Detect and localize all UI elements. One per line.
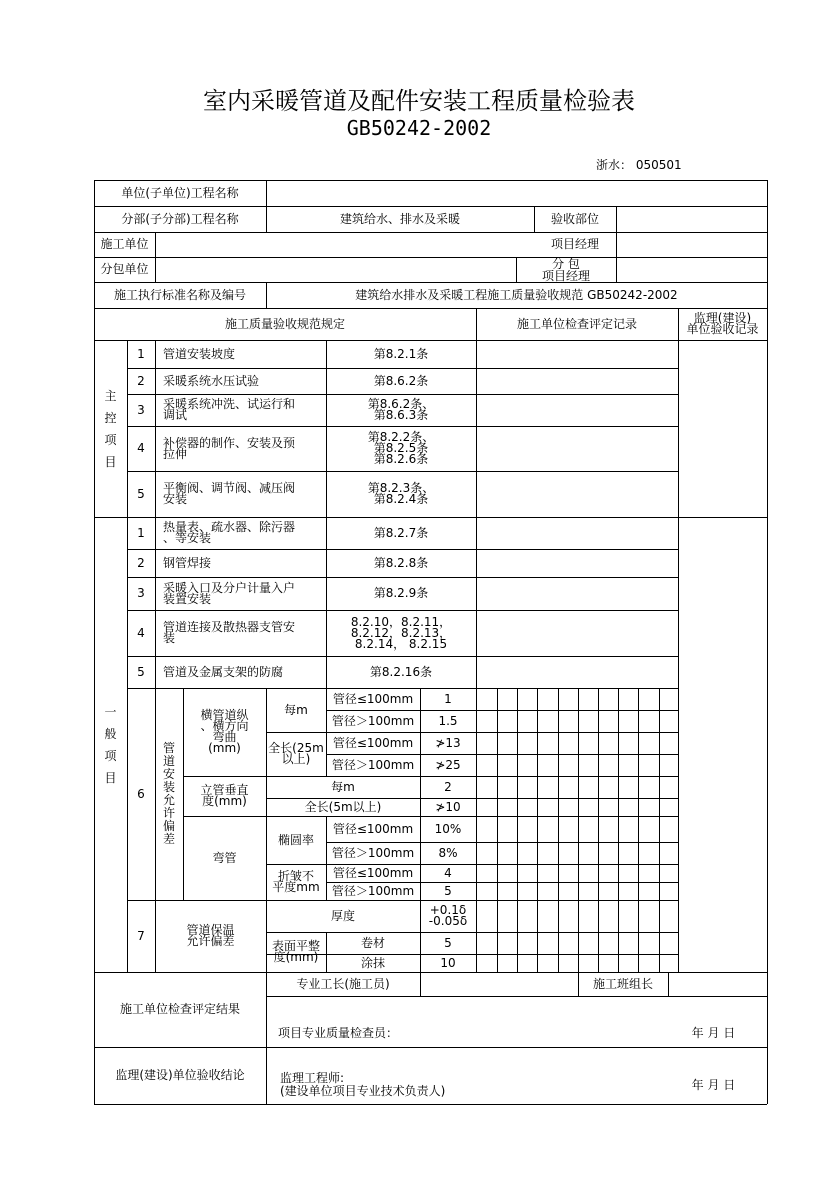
vertical-pipe-label: 立管垂直 度(mm) <box>200 783 249 808</box>
foreman-field[interactable] <box>420 972 578 996</box>
page-title: 室内采暖管道及配件安装工程质量检验表 <box>203 87 635 115</box>
result-date: 年 月 日 <box>691 1026 736 1040</box>
general-item-number: 2 <box>137 555 145 570</box>
item7-number: 7 <box>137 928 145 943</box>
grid-line <box>659 688 660 972</box>
grid-line <box>678 340 679 972</box>
bend-label: 弯管 <box>212 850 237 865</box>
team-leader-label: 施工班组长 <box>592 976 653 991</box>
main-item-record[interactable] <box>476 471 678 517</box>
subunit-name-label: 分部(子分部)工程名称 <box>121 211 239 226</box>
grid-line <box>558 688 559 972</box>
main-item-ref: 第8.2.1条 <box>373 346 429 361</box>
tolerance-value: 4 <box>444 865 452 880</box>
surface-label: 表面平整 度(mm) <box>271 939 320 964</box>
per-m-label: 每m <box>284 702 308 717</box>
tolerance-value: ≯13 <box>435 735 461 750</box>
main-item-ref: 第8.6.2条 <box>373 373 429 388</box>
diameter-label: 管径＞100mm <box>331 757 415 772</box>
col-record-header: 施工单位检查评定记录 <box>516 316 637 331</box>
unit-name-field[interactable] <box>266 180 767 206</box>
unit-name-label: 单位(子单位)工程名称 <box>121 185 239 200</box>
general-items-group: 一 般 项 目 <box>104 704 117 785</box>
main-item-record[interactable] <box>476 368 678 394</box>
full-length-25-label: 全长(25m 以上) <box>268 741 324 766</box>
main-item-name: 平衡阀、调节阀、减压阀 安装 <box>163 481 296 506</box>
general-item-name: 热量表、疏水器、除污器 、等安装 <box>163 520 296 545</box>
diameter-label: 管径＞100mm <box>331 883 415 898</box>
engineer-label: 监理工程师: (建设单位项目专业技术负责人) <box>280 1071 446 1098</box>
roll-label: 卷材 <box>360 935 385 950</box>
col-spec-header: 施工质量验收规范规定 <box>224 316 345 331</box>
tolerance-value: 1.5 <box>438 713 458 728</box>
general-item-name: 管道连接及散热器支管安 装 <box>163 620 296 645</box>
full-length-5-label: 全长(5m以上) <box>304 799 382 814</box>
main-item-name: 采暖系统冲洗、试运行和 调试 <box>163 397 296 422</box>
grid-line <box>578 688 579 972</box>
general-item-number: 3 <box>137 586 145 600</box>
horizontal-pipe-label: 横管道纵 、横方向 弯曲 (mm) <box>200 708 249 755</box>
standard-code: GB50242-2002 <box>346 116 492 140</box>
diameter-label: 管径≤100mm <box>332 821 414 836</box>
general-item-ref: 第8.2.7条 <box>373 525 429 540</box>
main-item-ref: 第8.2.2条、 第8.2.5条 第8.2.6条 <box>367 430 435 466</box>
pm-label: 项目经理 <box>550 237 599 251</box>
diameter-label: 管径＞100mm <box>331 845 415 860</box>
contractor-field[interactable] <box>155 232 534 257</box>
general-item-name: 采暖入口及分户计量入户 装置安装 <box>163 580 296 606</box>
pm-field[interactable] <box>616 232 767 257</box>
tolerance-value: 10% <box>434 821 462 836</box>
inspector-label: 项目专业质量检查员： <box>278 1026 399 1040</box>
general-item-number: 4 <box>137 625 145 640</box>
grid-line <box>598 688 599 972</box>
subcontractor-label: 分包单位 <box>100 262 149 276</box>
tolerance-value: 5 <box>444 883 452 898</box>
grid-line <box>618 688 619 972</box>
ellipticity-label: 椭圆率 <box>277 832 314 847</box>
foreman-label: 专业工长(施工员) <box>296 976 390 991</box>
general-item-record[interactable] <box>476 610 678 656</box>
tolerance-value: 2 <box>444 779 452 794</box>
main-item-number: 3 <box>137 402 145 417</box>
general-item-number: 5 <box>137 664 145 679</box>
general-item-ref: 8.2.10，8.2.11， 8.2.12，8.2.13， 8.2.14， 8.2.15 <box>350 614 452 651</box>
accept-part-label: 验收部位 <box>550 211 599 226</box>
main-item-record[interactable] <box>476 340 678 368</box>
general-item-name: 钢管焊接 <box>163 555 212 570</box>
supervisor-conclusion-label: 监理(建设)单位验收结论 <box>115 1068 245 1082</box>
paint-value: 10 <box>440 955 456 970</box>
subunit-name-value: 建筑给水、排水及采暖 <box>339 211 460 226</box>
per-m-label-2: 每m <box>331 779 355 794</box>
main-item-number: 1 <box>137 346 145 361</box>
diameter-label: 管径≤100mm <box>332 735 414 750</box>
main-item-number: 4 <box>137 441 145 455</box>
general-item-record[interactable] <box>476 577 678 610</box>
general-item-ref: 第8.2.8条 <box>373 555 429 570</box>
item6-number: 6 <box>137 786 145 801</box>
sub-pm-field[interactable] <box>616 257 767 282</box>
main-item-number: 2 <box>137 373 145 388</box>
general-item-ref: 第8.2.9条 <box>373 586 429 600</box>
tolerance-value: 8% <box>438 845 458 860</box>
main-control-group: 主 控 项 目 <box>104 388 117 469</box>
item6-label: 管 道 安 装 允 许 偏 差 <box>162 741 175 846</box>
thickness-label: 厚度 <box>330 908 355 923</box>
inspection-result-label: 施工单位检查评定结果 <box>119 1002 240 1016</box>
grid-line <box>517 688 518 972</box>
subcontractor-field[interactable] <box>155 257 516 282</box>
general-item-record[interactable] <box>476 549 678 577</box>
roll-value: 5 <box>444 935 452 950</box>
general-item-record[interactable] <box>476 517 678 549</box>
main-item-record[interactable] <box>476 394 678 426</box>
tolerance-value: 1 <box>444 691 452 706</box>
grid-line <box>638 688 639 972</box>
fold-label: 折皱不 平度mm <box>272 869 320 894</box>
team-leader-field[interactable] <box>668 972 767 996</box>
main-item-name: 管道安装坡度 <box>163 346 236 361</box>
general-item-number: 1 <box>137 525 145 540</box>
grid-line <box>497 688 498 972</box>
insulation-label: 管道保温 允许偏差 <box>186 923 235 948</box>
grid-line <box>94 1104 767 1105</box>
sub-pm-label: 分 包 项目经理 <box>541 256 590 283</box>
grid-line <box>266 996 767 997</box>
contractor-label: 施工单位 <box>100 237 149 251</box>
main-item-ref: 第8.6.2条、 第8.6.3条 <box>367 397 435 422</box>
main-item-ref: 第8.2.3条、 第8.2.4条 <box>367 481 435 506</box>
diameter-label: 管径≤100mm <box>332 691 414 706</box>
paint-label: 涂抹 <box>360 955 385 970</box>
standard-value: 建筑给水排水及采暖工程施工质量验收规范 GB50242-2002 <box>355 287 678 302</box>
general-item-name: 管道及金属支架的防腐 <box>163 664 284 679</box>
diameter-label: 管径≤100mm <box>332 865 414 880</box>
main-item-record[interactable] <box>476 426 678 471</box>
form-code: 浙水： 050501 <box>596 158 682 172</box>
general-item-ref: 第8.2.16条 <box>369 664 433 679</box>
accept-part-field[interactable] <box>616 206 767 232</box>
main-item-name: 采暖系统水压试验 <box>163 373 260 388</box>
thickness-value: +0.1δ -0.05δ <box>428 903 468 928</box>
main-item-number: 5 <box>137 486 145 501</box>
standard-label: 施工执行标准名称及编号 <box>113 287 246 302</box>
grid-line <box>537 688 538 972</box>
col-supervisor-header: 监理(建设) 单位验收记录 <box>686 311 759 336</box>
tolerance-value: ≯25 <box>435 757 461 772</box>
tolerance-value: ≯10 <box>435 799 461 814</box>
main-item-name: 补偿器的制作、安装及预 拉伸 <box>163 435 296 461</box>
grid-line <box>476 688 477 972</box>
conclusion-date: 年 月 日 <box>691 1077 736 1092</box>
grid-line <box>767 180 768 1104</box>
general-item-record[interactable] <box>476 656 678 688</box>
diameter-label: 管径＞100mm <box>331 713 415 728</box>
